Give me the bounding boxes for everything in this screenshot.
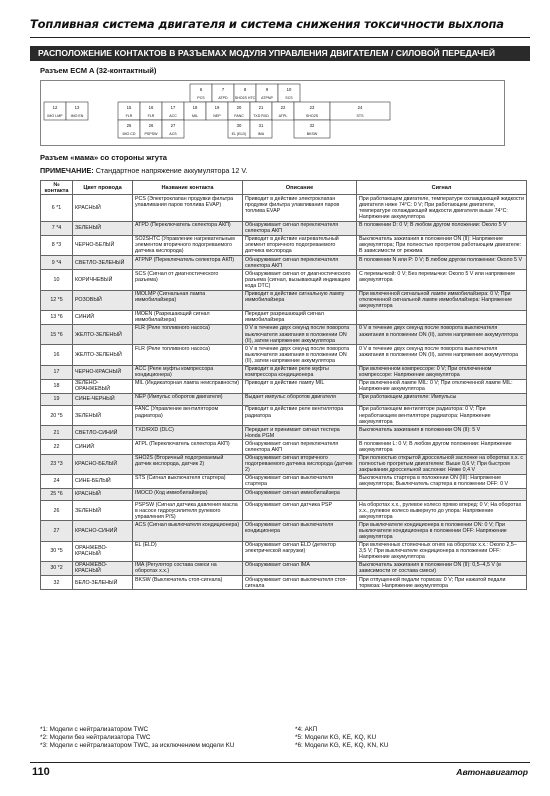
page-footer [30, 762, 530, 780]
pin-row [41, 379, 527, 393]
connector-pin-number: 17 [170, 105, 176, 110]
pin-row [41, 474, 527, 488]
connector-pin-label: FANC [234, 114, 244, 118]
pin-number: 19 [41, 393, 73, 405]
pin-name: EL (ELD) [133, 541, 243, 561]
connector-pin-number: 7 [221, 87, 225, 92]
pin-description: Обнаруживает сигнал выключателя кондиционера [243, 521, 357, 541]
pin-description: Обнаруживает сигнал переключателя селектора АКП [243, 256, 357, 270]
pin-number: 25 *6 [41, 489, 73, 501]
pin-name: FLR (Реле топливного насоса) [133, 345, 243, 365]
connector-pin-label: PSPSW [144, 132, 158, 136]
pin-description: Приводит в действие лампу MIL [243, 379, 357, 393]
pin-number: 17 [41, 365, 73, 379]
footnote: *4: АКП [295, 726, 318, 733]
connector-pin-number: 12 [52, 105, 58, 110]
wire-color: СИНИЙ [73, 440, 133, 454]
pin-signal: При работающем двигателе, температуре охлаждающей жидкости двигателя ниже 74°С: 0 V; При работающем двигателе, температуре охлаждающей жидкости двигателя выше 74°С: Напряжение аккумулятора [357, 195, 527, 221]
footnotes-right [295, 726, 389, 750]
pin-number: 9 *4 [41, 256, 73, 270]
wire-color: КРАСНЫЙ [73, 195, 133, 221]
voltage-note [40, 166, 248, 175]
footnote: *1: Модели с нейтрализатором TWC [40, 726, 149, 733]
wire-color: КРАСНО-БЕЛЫЙ [73, 454, 133, 474]
connector-pin-label: PCS [197, 96, 205, 100]
pin-row [41, 270, 527, 290]
pin-name: BKSW (Выключатель стоп-сигнала) [133, 576, 243, 590]
pin-name: ATPL (Переключатель селектора АКП) [133, 440, 243, 454]
pin-description: Передает разрешающий сигнал иммобилайзера [243, 310, 357, 324]
pin-name: SCS (Сигнал от диагностического разъема) [133, 270, 243, 290]
pin-signal: В положении D: 0 V; В любом другом положении: Около 5 V [357, 221, 527, 235]
connector-pin-number: 10 [286, 87, 292, 92]
connector-pin-number: 6 [199, 87, 203, 92]
pin-row [41, 324, 527, 344]
pin-name: ACC (Реле муфты компрессора кондиционера) [133, 365, 243, 379]
pin-number: 27 [41, 521, 73, 541]
pin-number: 13 *6 [41, 310, 73, 324]
connector-pin-label: BKSW [306, 132, 318, 136]
pin-name: IMOLMP (Сигнальная лампа иммобилайзера) [133, 290, 243, 310]
footnotes-left [40, 726, 234, 750]
wire-color: СИНЕ-ЧЕРНЫЙ [73, 393, 133, 405]
connector-svg [40, 80, 505, 146]
pin-signal: Выключатель зажигания в положении ON (II): Напряжение аккумулятора; При полностью прогретом работающем двигателе: В зависимости от режима [357, 235, 527, 255]
pin-number: 18 [41, 379, 73, 393]
pin-row [41, 426, 527, 440]
footnote: *5: Модели KG, KE, KQ, KU [295, 734, 377, 741]
connector-pin-number: 19 [214, 105, 220, 110]
connector-pin-label: ACS [169, 132, 177, 136]
footnote: *3: Модели с нейтрализатором TWC, за исключением модели KU [40, 742, 235, 749]
pin-number: 15 *6 [41, 324, 73, 344]
pin-signal: Выключатель зажигания в положении ON (II): 5 V [357, 426, 527, 440]
connector-pin-label: IMO EN [70, 114, 84, 118]
pin-number: 32 [41, 576, 73, 590]
pin-description: 0 V в течение двух секунд после поворота выключателя зажигания в положении ON (II), затем напряжение аккумулятора [243, 345, 357, 365]
pin-signal: При работающем двигателе: Импульсы [357, 393, 527, 405]
pin-number: 12 *5 [41, 290, 73, 310]
pin-row [41, 365, 527, 379]
connector-diagram [40, 80, 505, 146]
connector-pin-label: FLR [147, 114, 155, 118]
footnote: *2: Модели без нейтрализатора TWC [40, 734, 151, 741]
connector-pin-number: 21 [258, 105, 264, 110]
wire-color: ОРАНЖЕВО-КРАСНЫЙ [73, 561, 133, 575]
pin-number: 10 [41, 270, 73, 290]
pin-description: Обнаруживает сигнал IMA [243, 561, 357, 575]
connector-pin-number: 31 [258, 123, 264, 128]
pin-row [41, 521, 527, 541]
pin-number: 21 [41, 426, 73, 440]
connector-pin-number: 30 [236, 123, 242, 128]
pin-row [41, 393, 527, 405]
connector-female-note: Разъем «мама» со стороны жгута [40, 153, 168, 162]
pin-signal [357, 489, 527, 501]
pin-description: Обнаруживает сигнал ELD (детектор электрической нагрузки) [243, 541, 357, 561]
connector-title: Разъем ECM A (32-контактный) [40, 66, 157, 75]
pin-name: IMOEN (Разрешающий сигнал иммобилайзера) [133, 310, 243, 324]
pin-table-header [41, 181, 527, 195]
connector-pin-label: SHO2S [305, 114, 319, 118]
pin-description: Приводит в действие электроклапан продувки фильтра улавливания паров топлива EVAP [243, 195, 357, 221]
connector-pin-number: 22 [280, 105, 286, 110]
pin-number: 20 *5 [41, 405, 73, 425]
connector-pin-label: TXD RXD [253, 114, 269, 118]
pin-name: NEP (Импульс оборотов двигателя) [133, 393, 243, 405]
page-number: 110 [32, 766, 50, 778]
pin-signal: На оборотах х.х., рулевое колесо прямо вперед: 0 V; На оборотах х.х., рулевое колесо вывернуто до упора: Напряжение аккумулятора [357, 501, 527, 521]
pin-signal: При выключателе кондиционера в положении ON: 0 V; При выключателе кондиционера в положении OFF: Напряжение аккумулятора [357, 521, 527, 541]
connector-pin-label: NEP [213, 114, 221, 118]
wire-color: ЗЕЛЕНЫЙ [73, 501, 133, 521]
connector-pin-label: MIL [192, 114, 198, 118]
pin-description: 0 V в течение двух секунд после поворота выключателя зажигания в положении ON (II), затем напряжение аккумулятора [243, 324, 357, 344]
connector-pin-label: ATPNP [261, 96, 273, 100]
pin-description: Обнаруживает сигнал выключателя стоп-сигнала [243, 576, 357, 590]
connector-pin-number: 8 [243, 87, 247, 92]
pin-signal: При отпущенной педали тормоза: 0 V; При нажатой педали тормоза: Напряжение аккумулятора [357, 576, 527, 590]
col-header-color: Цвет провода [73, 181, 133, 195]
wire-color: СВЕТЛО-ЗЕЛЕНЫЙ [73, 256, 133, 270]
wire-color: ЗЕЛЕНЫЙ [73, 405, 133, 425]
wire-color: ЖЕЛТО-ЗЕЛЕНЫЙ [73, 324, 133, 344]
connector-pin-number: 16 [148, 105, 154, 110]
pin-number: 16 [41, 345, 73, 365]
pin-description: Обнаруживает сигнал датчика PSP [243, 501, 357, 521]
pin-description: Приводит в действие реле муфты компрессора кондиционера [243, 365, 357, 379]
wire-color: БЕЛО-ЗЕЛЕНЫЙ [73, 576, 133, 590]
connector-pin-label: FLR [125, 114, 133, 118]
pin-description: Приводит в действие сигнальную лампу иммобилайзера [243, 290, 357, 310]
wire-color: СИНИЙ [73, 310, 133, 324]
wire-color: КРАСНО-СИНИЙ [73, 521, 133, 541]
pin-number: 7 *4 [41, 221, 73, 235]
pin-row [41, 576, 527, 590]
pin-row [41, 454, 527, 474]
pin-name: ATPNP (Переключатель селектора АКП) [133, 256, 243, 270]
note-label: ПРИМЕЧАНИЕ: [40, 166, 94, 175]
pin-name: IMOCD (Код иммобилайзера) [133, 489, 243, 501]
pin-row [41, 501, 527, 521]
connector-pin-label: ACC [169, 114, 177, 118]
pin-signal: Выключатель зажигания в положении ON (II): 0,5–4,5 V (в зависимости от состава смеси) [357, 561, 527, 575]
pin-name: TXD/RXD (DLC) [133, 426, 243, 440]
pin-description: Обнаруживает сигнал вторичного подогреваемого датчика кислорода (датчик 2) [243, 454, 357, 474]
wire-color: ЗЕЛЕНЫЙ [73, 221, 133, 235]
wire-color: СВЕТЛО-СИНИЙ [73, 426, 133, 440]
connector-pin-number: 27 [170, 123, 176, 128]
col-header-desc: Описание [243, 181, 357, 195]
pin-number: 23 *3 [41, 454, 73, 474]
pin-signal: При включенных стояночных огнях на оборотах х.х.: Около 2,5–3,5 V; При выключателе кондиционера в положении OFF: Напряжение аккумулятора [357, 541, 527, 561]
pin-signal: При полностью открытой дроссельной заслонке на оборотах х.х. с полностью прогретым двигателем: Выше 0,6 V; При быстром закрывании дроссельной заслонки: Ниже 0,4 V [357, 454, 527, 474]
pin-signal: В положении L: 0 V; В любом другом положении: Напряжение аккумулятора [357, 440, 527, 454]
wire-color: ЧЕРНО-КРАСНЫЙ [73, 365, 133, 379]
col-header-signal: Сигнал [357, 181, 527, 195]
pin-description: Приводит в действие реле вентилятора радиатора [243, 405, 357, 425]
pin-number: 22 [41, 440, 73, 454]
pin-row [41, 405, 527, 425]
pin-description: Обнаруживает сигнал переключателя селектора АКП [243, 440, 357, 454]
wire-color: СИНЕ-БЕЛЫЙ [73, 474, 133, 488]
pin-description: Обнаруживает сигнал иммобилайзера [243, 489, 357, 501]
connector-pin-number: 25 [126, 123, 132, 128]
pin-name: MIL (Индикаторная лампа неисправности) [133, 379, 243, 393]
connector-pin-label: STS [356, 114, 364, 118]
connector-pin-label: ATPL [278, 114, 288, 118]
pin-description: Обнаруживает сигнал от диагностического разъема (сигнал, вызывающий индикацию кода DTC) [243, 270, 357, 290]
pin-table [40, 180, 527, 590]
pin-signal [357, 310, 527, 324]
section-title: РАСПОЛОЖЕНИЕ КОНТАКТОВ В РАЗЪЕМАХ МОДУЛЯ УПРАВЛЕНИЯ ДВИГАТЕЛЕМ / СИЛОВОЙ ПЕРЕДАЧЕЙ [30, 46, 530, 61]
col-header-name: Название контакта [133, 181, 243, 195]
pin-description: Выдает импульс оборотов двигателя [243, 393, 357, 405]
connector-pin-number: 26 [148, 123, 154, 128]
pin-row [41, 256, 527, 270]
connector-pin-label: SCS [285, 96, 293, 100]
connector-pin-number: 15 [126, 105, 132, 110]
connector-pin-number: 18 [192, 105, 198, 110]
pin-row [41, 310, 527, 324]
pin-signal: При работающем вентиляторе радиатора: 0 V; При неработающем вентиляторе радиатора: Напряжение аккумулятора [357, 405, 527, 425]
connector-pin-number: 20 [236, 105, 242, 110]
pin-signal: 0 V в течение двух секунд после поворота выключателя зажигания в положении ON (II), затем напряжение аккумулятора [357, 324, 527, 344]
connector-pin-label: IMO CD [122, 132, 136, 136]
pin-description: Обнаруживает сигнал переключателя селектора АКП [243, 221, 357, 235]
wire-color: ЗЕЛЕНО-ОРАНЖЕВЫЙ [73, 379, 133, 393]
pin-row [41, 195, 527, 221]
connector-pin-number: 23 [309, 105, 315, 110]
pin-number: 26 [41, 501, 73, 521]
pin-name: IMA (Регулятор состава смеси на оборотах х.х.) [133, 561, 243, 575]
pin-row [41, 541, 527, 561]
pin-number: 30 *5 [41, 541, 73, 561]
pin-row [41, 345, 527, 365]
pin-name: PSPSW (Сигнал датчика давления масла в насосе гидроусилителя рулевого управления P/S) [133, 501, 243, 521]
pin-name: ATPD (Переключатель селектора АКП) [133, 221, 243, 235]
pin-name: SO2SHTC (Управление нагревательным элементом вторичного подогреваемого датчика кислорода) [133, 235, 243, 255]
publisher-brand: Автонавигатор [456, 767, 528, 777]
pin-name: FLR (Реле топливного насоса) [133, 324, 243, 344]
pin-name: FANC (Управление вентилятором радиатора) [133, 405, 243, 425]
pin-signal: Выключатель стартера в положении ON (III): Напряжение аккумулятора; Выключатель стартера в положении OFF: 0 V [357, 474, 527, 488]
pin-description: Передает и принимает сигнал тестера Honda PGM [243, 426, 357, 440]
connector-pin-number: 13 [74, 105, 80, 110]
pin-number: 6 *1 [41, 195, 73, 221]
pin-row [41, 561, 527, 575]
wire-color: КОРИЧНЕВЫЙ [73, 270, 133, 290]
pin-signal: В положении N или P: 0 V; В любом другом положении: Около 5 V [357, 256, 527, 270]
pin-number: 8 *3 [41, 235, 73, 255]
connector-pin-number: 32 [309, 123, 315, 128]
pin-name: PCS (Электроклапан продувки фильтра улавливания паров топлива EVAP) [133, 195, 243, 221]
connector-pin-number: 9 [265, 87, 269, 92]
connector-pin-label: EL (ELD) [231, 132, 247, 136]
pin-row [41, 489, 527, 501]
connector-pin-label: IMO LMP [47, 114, 63, 118]
footnote: *6: Модели KG, KE, KQ, KN, KU [295, 742, 389, 749]
pin-number: 24 [41, 474, 73, 488]
wire-color: ОРАНЖЕВО-КРАСНЫЙ [73, 541, 133, 561]
pin-row [41, 235, 527, 255]
pin-row [41, 440, 527, 454]
pin-name: SHO2S (Вторичный подогреваемый датчик кислорода, датчик 2) [133, 454, 243, 474]
pin-signal: При включенной сигнальной лампе иммобилайзера: 0 V; При отключенной сигнальной лампе иммобилайзера: Напряжение аккумулятора [357, 290, 527, 310]
running-title: Топливная система двигателя и система снижения токсичности выхлопа [30, 17, 504, 31]
pin-signal: С перемычкой: 0 V; Без перемычки: Около 5 V или напряжение аккумулятора [357, 270, 527, 290]
pin-description: Обнаруживает сигнал выключателя стартера [243, 474, 357, 488]
col-header-pin: № контакта [41, 181, 73, 195]
pin-number: 30 *2 [41, 561, 73, 575]
wire-color: РОЗОВЫЙ [73, 290, 133, 310]
pin-signal: При включенной лампе MIL: 0 V; При отключенной лампе MIL: Напряжение аккумулятора [357, 379, 527, 393]
connector-pin-label: IMA [257, 132, 265, 136]
running-header [30, 14, 530, 38]
pin-signal: При включенном компрессоре: 0 V; При отключенном компрессоре: Напряжение аккумулятора [357, 365, 527, 379]
pin-row [41, 290, 527, 310]
pin-description: Приводит в действие нагревательный элемент вторичного подогреваемого датчика кислорода [243, 235, 357, 255]
wire-color: ЧЕРНО-БЕЛЫЙ [73, 235, 133, 255]
connector-pin-label: SHO2S HTC [234, 96, 256, 100]
pin-name: ACS (Сигнал выключателя кондиционера) [133, 521, 243, 541]
pin-signal: 0 V в течение двух секунд после поворота выключателя зажигания в положении ON (II), затем напряжение аккумулятора [357, 345, 527, 365]
connector-pin-label: ATPD [218, 96, 228, 100]
note-text: Стандартное напряжение аккумулятора 12 V. [95, 166, 248, 175]
pin-row [41, 221, 527, 235]
connector-pin-number: 24 [357, 105, 363, 110]
wire-color: КРАСНЫЙ [73, 489, 133, 501]
wire-color: ЖЕЛТО-ЗЕЛЕНЫЙ [73, 345, 133, 365]
pin-name: STS (Сигнал выключателя стартера) [133, 474, 243, 488]
